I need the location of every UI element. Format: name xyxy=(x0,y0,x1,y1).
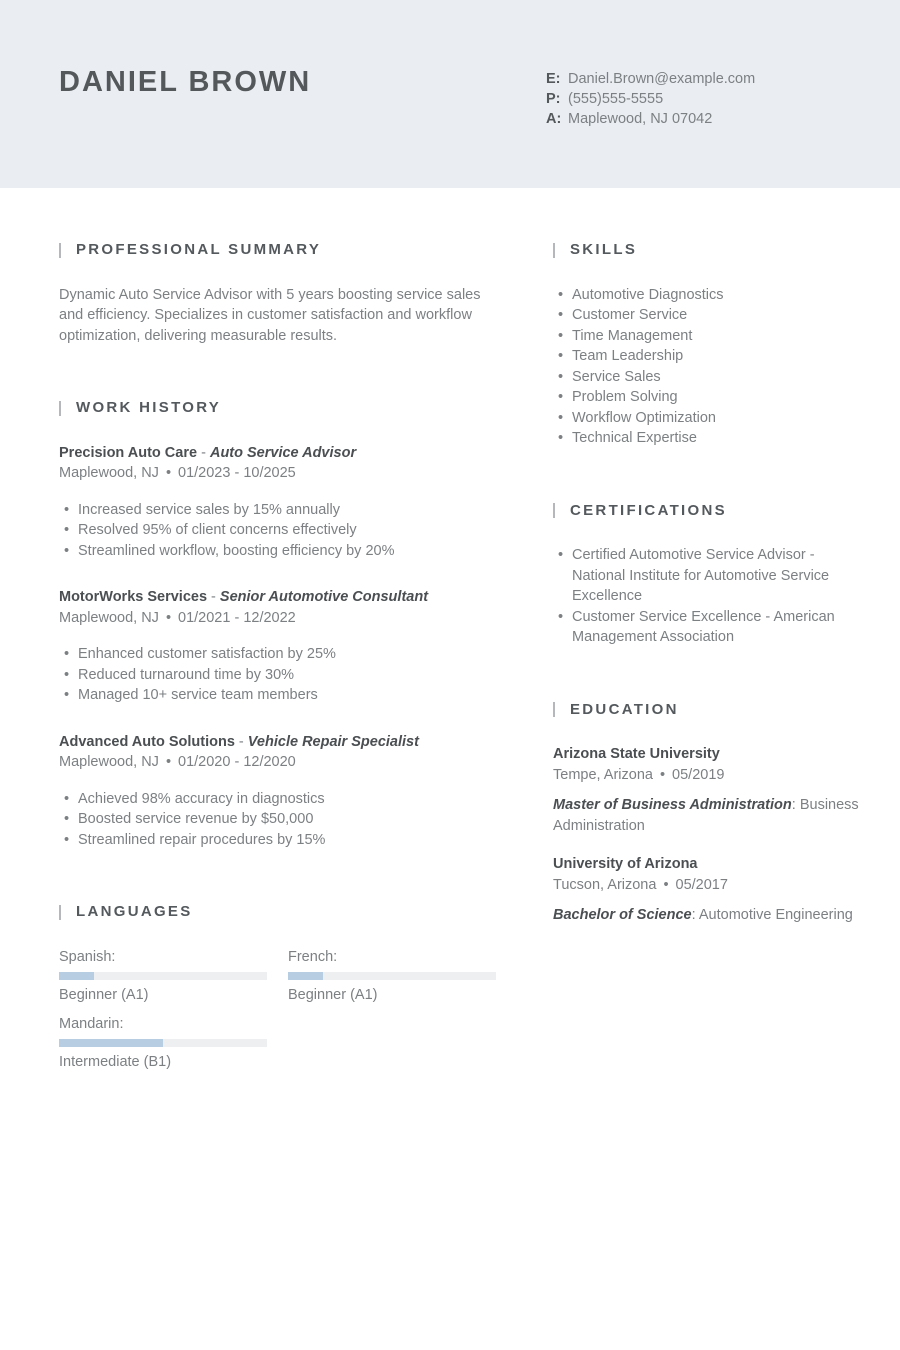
section-professional-summary xyxy=(59,240,497,346)
certification-text: Customer Service Excellence - American Management Association xyxy=(572,608,835,645)
school-name: Arizona State University xyxy=(553,746,720,762)
skill-item xyxy=(553,285,860,306)
contact-address-row xyxy=(546,109,755,129)
header-band xyxy=(0,0,900,188)
job-bullet xyxy=(59,665,497,686)
language-level: Beginner (A1) xyxy=(288,986,378,1003)
job-bullet-text: Increased service sales by 15% annually xyxy=(78,501,340,518)
work-history-title xyxy=(59,398,497,419)
certification-text: Certified Automotive Service Advisor - National Institute for Automotive Service Excellence xyxy=(572,547,830,604)
graduation-date: 05/2019 xyxy=(672,766,725,783)
skill-text: Technical Expertise xyxy=(572,430,697,446)
skills-title-text: SKILLS xyxy=(570,241,638,258)
spacer xyxy=(553,648,860,700)
job-meta xyxy=(59,608,497,629)
section-education xyxy=(553,700,860,926)
section-marker xyxy=(553,702,555,717)
school-meta xyxy=(553,765,860,786)
section-languages xyxy=(59,902,497,1081)
job-bullet xyxy=(59,685,497,706)
section-skills xyxy=(553,240,860,449)
skill-text: Customer Service xyxy=(572,307,688,323)
skill-item xyxy=(553,408,860,429)
job-bullet xyxy=(59,809,497,830)
job-bullet-list xyxy=(59,644,497,706)
dot-separator: • xyxy=(165,609,172,626)
bullet-dot: • xyxy=(558,348,564,364)
job-bullet-text: Managed 10+ service team members xyxy=(78,687,318,703)
school-location: Tempe, Arizona xyxy=(553,766,653,783)
language-level: Intermediate (B1) xyxy=(59,1053,172,1070)
job-entry xyxy=(59,587,497,706)
language-progress-bar xyxy=(59,972,267,980)
professional-summary-title xyxy=(59,240,497,261)
summary-paragraph: Dynamic Auto Service Advisor with 5 years boosting service sales and efficiency. Specializes in customer satisfaction and workflow optimization, delivering measurable results. xyxy=(59,286,481,344)
skills-list xyxy=(553,285,860,449)
job-bullet xyxy=(59,520,497,541)
contact-block xyxy=(546,69,755,129)
spacer xyxy=(59,850,497,902)
job-role: Vehicle Repair Specialist xyxy=(247,733,419,750)
certification-item xyxy=(553,545,860,607)
job-entry xyxy=(59,732,497,851)
work-history-title-text: WORK HISTORY xyxy=(76,399,222,416)
job-separator: - xyxy=(211,589,216,605)
bullet-dot: • xyxy=(64,501,70,518)
job-meta xyxy=(59,752,497,773)
bullet-dot: • xyxy=(558,430,564,446)
dot-separator: • xyxy=(663,876,669,893)
job-dates: 01/2020 - 12/2020 xyxy=(178,754,296,770)
job-role: Senior Automotive Consultant xyxy=(219,589,429,605)
job-separator: - xyxy=(201,444,206,461)
bullet-dot: • xyxy=(64,687,70,703)
education-entry xyxy=(553,744,860,836)
bullet-dot: • xyxy=(558,368,564,385)
education-entry xyxy=(553,854,860,926)
bullet-dot: • xyxy=(64,666,70,683)
job-bullet xyxy=(59,500,497,521)
job-location: Maplewood, NJ xyxy=(59,609,159,626)
bullet-dot: • xyxy=(64,831,70,848)
job-bullet-text: Streamlined workflow, boosting efficiency by 20% xyxy=(78,542,395,559)
job-entry xyxy=(59,443,497,562)
job-bullet-text: Reduced turnaround time by 30% xyxy=(78,666,295,683)
section-work-history xyxy=(59,398,497,850)
spacer xyxy=(59,346,497,398)
language-progress-fill xyxy=(59,972,94,980)
education-title-text: EDUCATION xyxy=(570,700,679,718)
skill-text: Service Sales xyxy=(572,368,661,385)
section-marker xyxy=(59,905,61,920)
job-bullet xyxy=(59,789,497,810)
job-dates: 01/2021 - 12/2022 xyxy=(178,609,296,626)
dot-separator: • xyxy=(659,766,666,783)
job-bullet-text: Streamlined repair procedures by 15% xyxy=(78,831,326,848)
job-heading xyxy=(59,443,497,464)
skill-item xyxy=(553,326,860,347)
language-level: Beginner (A1) xyxy=(59,986,149,1003)
dot-separator: • xyxy=(165,754,172,770)
section-certifications xyxy=(553,501,860,648)
contact-phone-row xyxy=(546,89,755,109)
job-location: Maplewood, NJ xyxy=(59,465,159,481)
colon-separator: : xyxy=(691,907,699,923)
bullet-dot: • xyxy=(64,522,70,538)
skill-item xyxy=(553,346,860,367)
languages-title-text: LANGUAGES xyxy=(76,903,193,920)
language-progress-fill xyxy=(59,1039,163,1047)
degree-field: Business Administration xyxy=(553,797,859,834)
professional-summary-title-text: PROFESSIONAL SUMMARY xyxy=(76,241,322,258)
certifications-title-text: CERTIFICATIONS xyxy=(570,501,727,519)
job-bullet-text: Enhanced customer satisfaction by 25% xyxy=(78,646,336,662)
bullet-dot: • xyxy=(64,646,70,662)
bullet-dot: • xyxy=(558,389,564,405)
job-bullet xyxy=(59,541,497,562)
language-item-mandarin xyxy=(59,1014,267,1072)
job-meta xyxy=(59,463,497,484)
job-company: Precision Auto Care xyxy=(59,444,198,461)
email-value: Daniel.Brown@example.com xyxy=(568,71,756,87)
candidate-name: DANIEL BROWN xyxy=(59,66,312,98)
section-marker xyxy=(553,503,555,518)
language-progress-bar xyxy=(288,972,496,980)
bullet-dot: • xyxy=(558,327,564,344)
language-name: French: xyxy=(288,948,338,965)
job-separator: - xyxy=(238,733,244,750)
language-name: Mandarin: xyxy=(59,1015,124,1032)
left-column xyxy=(59,240,497,1081)
right-column xyxy=(553,240,860,926)
degree-line xyxy=(553,905,860,926)
dot-separator: • xyxy=(165,465,172,481)
section-marker xyxy=(59,243,61,258)
certifications-list xyxy=(553,545,860,648)
language-progress-bar xyxy=(59,1039,267,1047)
skill-text: Time Management xyxy=(572,327,693,344)
phone-label: P: xyxy=(546,91,561,107)
job-location: Maplewood, NJ xyxy=(59,754,159,770)
bullet-dot: • xyxy=(558,608,564,625)
address-value: Maplewood, NJ 07042 xyxy=(568,111,713,127)
skill-text: Workflow Optimization xyxy=(572,409,716,426)
spacer xyxy=(553,449,860,501)
job-role: Auto Service Advisor xyxy=(209,444,357,461)
job-bullet xyxy=(59,644,497,665)
degree-field: Automotive Engineering xyxy=(698,907,853,923)
job-bullet-text: Boosted service revenue by $50,000 xyxy=(78,811,314,827)
job-bullet-text: Resolved 95% of client concerns effectively xyxy=(78,522,357,538)
language-progress-fill xyxy=(288,972,323,980)
skill-item xyxy=(553,367,860,388)
job-bullet-list xyxy=(59,500,497,562)
job-heading xyxy=(59,587,497,608)
languages-title xyxy=(59,902,497,923)
skill-text: Problem Solving xyxy=(572,389,678,405)
job-company: Advanced Auto Solutions xyxy=(59,733,235,750)
graduation-date: 05/2017 xyxy=(675,876,728,893)
skill-text: Team Leadership xyxy=(572,348,684,364)
content-columns xyxy=(0,188,900,1081)
skill-item xyxy=(553,387,860,408)
skills-title xyxy=(553,240,860,261)
skill-item xyxy=(553,305,860,326)
job-bullet xyxy=(59,830,497,851)
school-meta xyxy=(553,875,860,896)
contact-email-row xyxy=(546,69,755,89)
degree-name: Master of Business Administration xyxy=(553,797,792,813)
email-label: E: xyxy=(546,71,561,87)
bullet-dot: • xyxy=(64,542,70,559)
phone-value: (555)555-5555 xyxy=(568,91,664,107)
certifications-title xyxy=(553,501,860,522)
education-title xyxy=(553,700,860,721)
certification-item xyxy=(553,607,860,648)
address-label: A: xyxy=(546,111,562,127)
job-company: MotorWorks Services xyxy=(59,589,208,605)
bullet-dot: • xyxy=(558,409,564,426)
section-marker xyxy=(553,243,555,258)
bullet-dot: • xyxy=(64,790,70,807)
section-marker xyxy=(59,401,61,416)
language-item-french xyxy=(288,947,496,1005)
languages-grid xyxy=(59,947,497,1081)
bullet-dot: • xyxy=(558,286,564,303)
school-location: Tucson, Arizona xyxy=(553,876,657,893)
bullet-dot: • xyxy=(64,811,70,827)
bullet-dot: • xyxy=(558,547,564,563)
language-item-spanish xyxy=(59,947,267,1005)
school-name: University of Arizona xyxy=(553,856,698,872)
job-bullet-list xyxy=(59,789,497,851)
skill-text: Automotive Diagnostics xyxy=(572,286,724,303)
job-heading xyxy=(59,732,497,753)
language-name: Spanish: xyxy=(59,948,116,965)
bullet-dot: • xyxy=(558,307,564,323)
degree-line xyxy=(553,795,860,836)
skill-item xyxy=(553,428,860,449)
job-dates: 01/2023 - 10/2025 xyxy=(178,465,296,481)
degree-name: Bachelor of Science xyxy=(553,907,692,923)
colon-separator: : xyxy=(791,797,800,813)
job-bullet-text: Achieved 98% accuracy in diagnostics xyxy=(78,790,325,807)
